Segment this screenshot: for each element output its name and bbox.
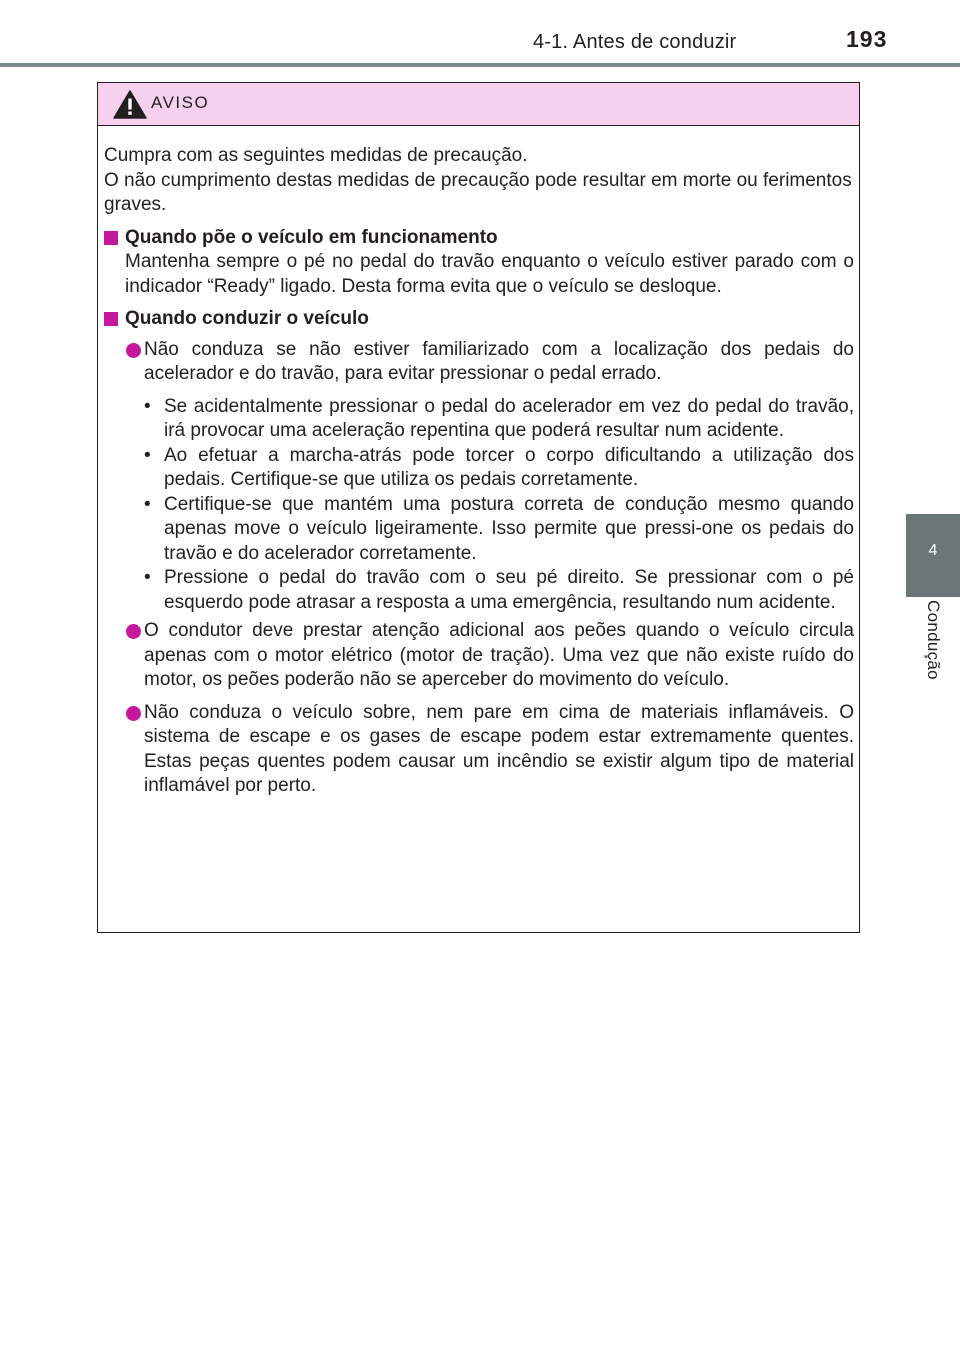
- square-bullet-icon: [104, 312, 118, 326]
- sub-bullet-item: • Pressione o pedal do travão com o seu pé direito. Se pressionar com o pé esquerdo pode atrasar a resposta a uma emergência, resultando num acidente.: [144, 567, 854, 613]
- section-text: Mantenha sempre o pé no pedal do travão enquanto o veículo estiver parado com o indicador “Ready” ligado. Desta forma evita que o veículo se desloque.: [125, 251, 854, 297]
- sub-bullet-item: • Se acidentalmente pressionar o pedal do acelerador em vez do pedal do travão, irá provocar uma aceleração repentina que poderá resultar num acidente.: [144, 395, 854, 441]
- sub-bullet-item: • Ao efetuar a marcha-atrás pode torcer o corpo dificultando a utilização dos pedais. Certifique-se que utiliza os pedais corretamente.: [144, 444, 854, 490]
- warning-triangle-icon: [113, 90, 147, 119]
- square-bullet-icon: [104, 231, 118, 245]
- chapter-label-text: Condução: [924, 600, 943, 680]
- intro-line-2: O não cumprimento destas medidas de precaução pode resultar em morte ou ferimentos graves.: [104, 169, 852, 215]
- dot-bullet-icon: •: [144, 444, 151, 466]
- warning-title: AVISO: [151, 93, 210, 112]
- header-divider: [0, 63, 960, 67]
- chapter-tab[interactable]: [906, 514, 960, 597]
- circle-bullet-icon: [126, 343, 141, 358]
- page-number: 193: [846, 26, 888, 52]
- dot-bullet-icon: •: [144, 395, 151, 417]
- dot-bullet-icon: •: [144, 493, 151, 515]
- chapter-number: 4: [928, 542, 938, 559]
- circle-bullet-icon: [126, 624, 141, 639]
- sub-bullet-list: [104, 395, 854, 616]
- list-item: Não conduza se não estiver familiarizado com a localização dos pedais do acelerador e do travão, para evitar pressionar o pedal errado.: [104, 338, 854, 387]
- dot-bullet-icon: •: [144, 567, 151, 588]
- circle-bullet-icon: [126, 706, 141, 721]
- warning-header: [98, 83, 859, 126]
- section-heading: Quando põe o veículo em funcionamento: [104, 226, 854, 251]
- warning-box: [97, 82, 860, 933]
- intro-line-1: Cumpra com as seguintes medidas de precaução.: [104, 145, 528, 166]
- list-item: O condutor deve prestar atenção adicional aos peões quando o veículo circula apenas com o motor elétrico (motor de tração). Uma vez que não existe ruído do motor, os peões poderão não se aperceber do movimento do veículo.: [104, 619, 854, 693]
- chapter-label: [905, 600, 945, 710]
- sub-bullet-item: • Certifique-se que mantém uma postura correta de condução mesmo quando apenas move o veículo ligeiramente. Isso permite que pressi-one os pedais do travão e do acelerador corretamente.: [144, 493, 854, 564]
- section-heading: Quando conduzir o veículo: [104, 307, 854, 332]
- warning-content: [104, 144, 854, 799]
- list-item: Não conduza o veículo sobre, nem pare em cima de materiais inflamáveis. O sistema de escape e os gases de escape podem estar extremamente quentes. Estas peças quentes podem causar um incêndio se existir algum tipo de material inflamável por perto.: [104, 701, 854, 799]
- section-title: 4-1. Antes de conduzir: [533, 31, 737, 53]
